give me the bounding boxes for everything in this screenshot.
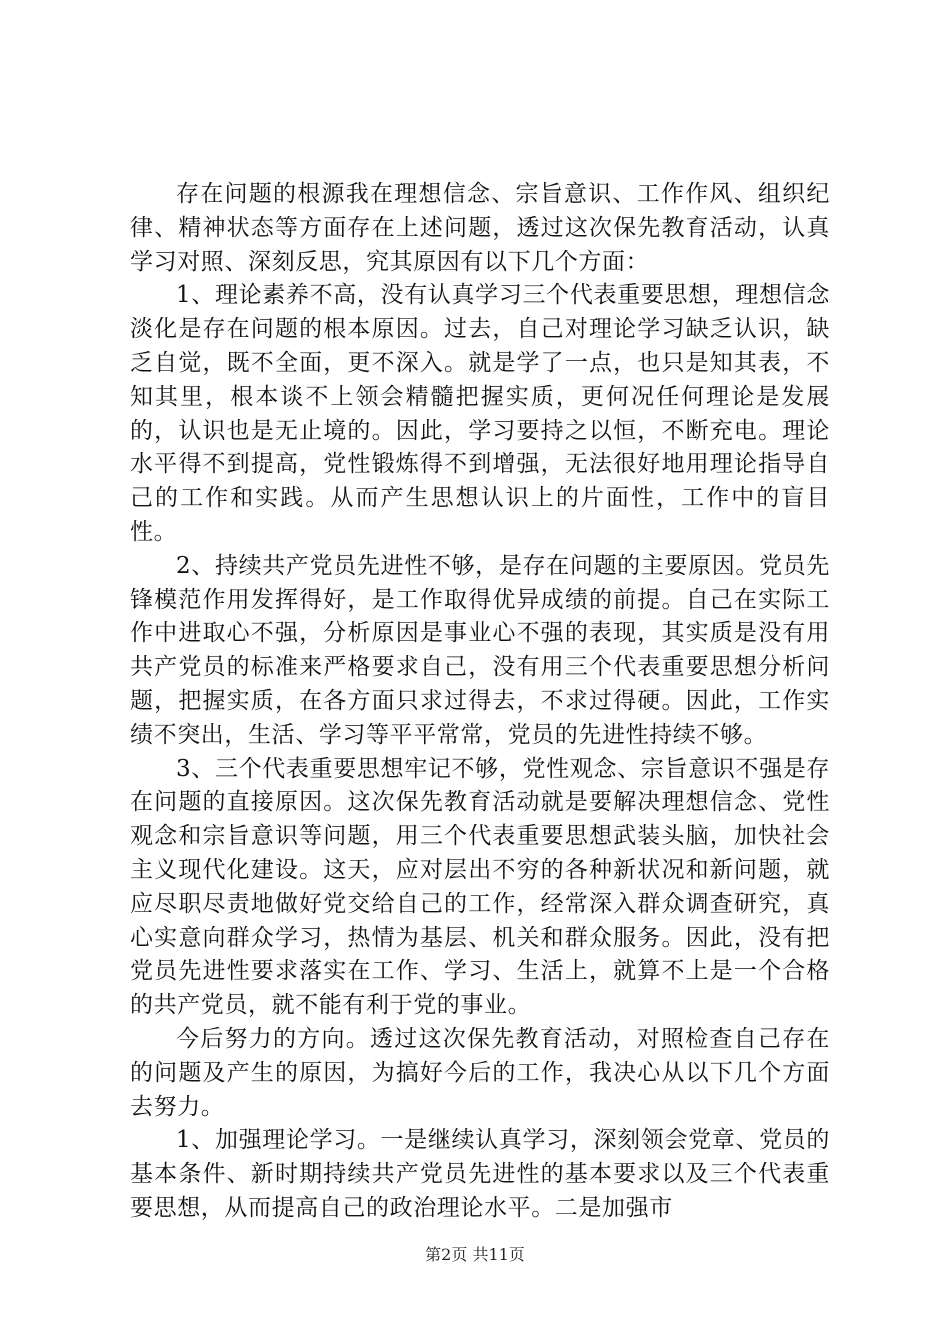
paragraph-cause-2: 2、持续共产党员先进性不够，是存在问题的主要原因。党员先锋模范作用发挥得好，是工作取得优异成绩的前提。自己在实际工作中进取心不强，分析原因是事业心不强的表现，其实质是没有用共产党员的标准来严格要求自己，没有用三个代表重要思想分析问题，把握实质，在各方面只求过得去，不求过得硬。因此，工作实绩不突出，生活、学习等平平常常，党员的先进性持续不够。 [130, 552, 830, 748]
document-body [130, 178, 830, 1226]
page-number-footer: 第2页 共11页 [425, 1245, 525, 1264]
paragraph-cause-3: 3、三个代表重要思想牢记不够，党性观念、宗旨意识不强是存在问题的直接原因。这次保先教育活动就是要解决理想信念、党性观念和宗旨意识等问题，用三个代表重要思想武装头脑，加快社会主义现代化建设。这天，应对层出不穷的各种新状况和新问题，就应尽职尽责地做好党交给自己的工作，经常深入群众调查研究，真心实意向群众学习，热情为基层、机关和群众服务。因此，没有把党员先进性要求落实在工作、学习、生活上，就算不上是一个合格的共产党员，就不能有利于党的事业。 [130, 755, 830, 1019]
paragraph-cause-1: 1、理论素养不高，没有认真学习三个代表重要思想，理想信念淡化是存在问题的根本原因。过去，自己对理论学习缺乏认识，缺乏自觉，既不全面，更不深入。就是学了一点，也只是知其表，不知其里，根本谈不上领会精髓把握实质，更何况任何理论是发展的，认识也是无止境的。因此，学习要持之以恒，不断充电。理论水平得不到提高，党性锻炼得不到增强，无法很好地用理论指导自己的工作和实践。从而产生思想认识上的片面性，工作中的盲目性。 [130, 282, 830, 545]
paragraph-root-causes: 存在问题的根源我在理想信念、宗旨意识、工作作风、组织纪律、精神状态等方面存在上述问题，透过这次保先教育活动，认真学习对照、深刻反思，究其原因有以下几个方面： [130, 181, 830, 275]
paragraph-effort-1: 1、加强理论学习。一是继续认真学习，深刻领会党章、党员的基本条件、新时期持续共产党员先进性的基本要求以及三个代表重要思想，从而提高自己的政治理论水平。二是加强市 [130, 1127, 830, 1221]
paragraph-future-direction: 今后努力的方向。透过这次保先教育活动，对照检查自己存在的问题及产生的原因，为搞好今后的工作，我决心从以下几个方面去努力。 [130, 1025, 830, 1120]
